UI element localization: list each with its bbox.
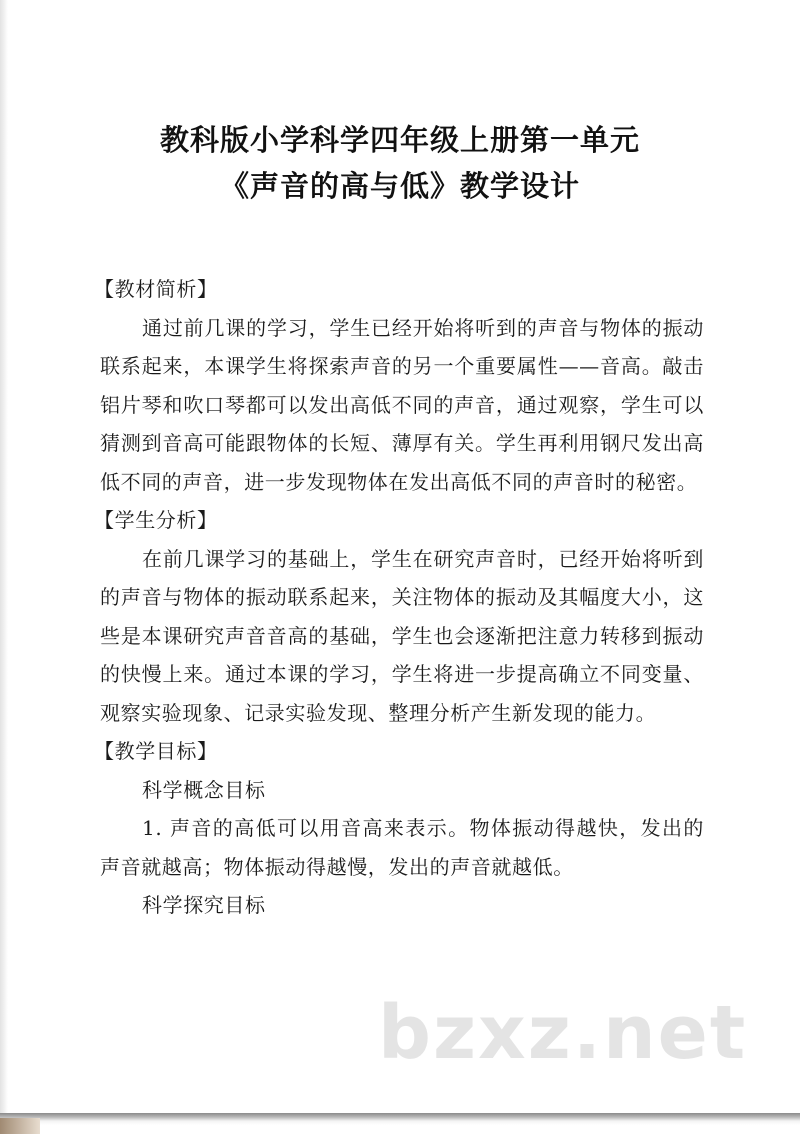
goal-item-1: 1. 声音的高低可以用音高来表示。物体振动得越快，发出的声音就越高；物体振动得越慢，发出的声音就越低。 (100, 816, 704, 879)
watermark: bzxz.net (378, 990, 748, 1076)
document-title-line1: 教科版小学科学四年级上册第一单元 (159, 123, 640, 157)
subheading-science-inquiry-goals: 科学探究目标 (142, 893, 266, 917)
section-heading-textbook-analysis: 【教材简析】 (94, 277, 218, 301)
section-paragraph-student-analysis: 在前几课学习的基础上，学生在研究声音时，已经开始将听到的声音与物体的振动联系起来，关注物体的振动及其幅度大小，这些是本课研究声音音高的基础，学生也会逐渐把注意力转移到振动的快慢上来。通过本课的学习，学生将进一步提高确立不同变量、观察实验现象、记录实验发现、整理分析产生新发现的能力。 (100, 546, 704, 725)
document-title-line2: 《声音的高与低》教学设计 (219, 169, 580, 203)
bottom-edge-shadow (0, 1113, 800, 1134)
section-heading-teaching-goals: 【教学目标】 (94, 739, 218, 763)
section-paragraph-textbook-analysis: 通过前几课的学习，学生已经开始将听到的声音与物体的振动联系起来，本课学生将探索声音的另一个重要属性——音高。敲击铝片琴和吹口琴都可以发出高低不同的声音，通过观察，学生可以猜测到音高可能跟物体的长短、薄厚有关。学生再利用钢尺发出高低不同的声音，进一步发现物体在发出高低不同的声音时的秘密。 (100, 315, 704, 494)
subheading-science-concept-goals: 科学概念目标 (142, 777, 266, 802)
section-heading-student-analysis: 【学生分析】 (94, 508, 218, 532)
bottom-left-texture (0, 1118, 40, 1134)
document-body (94, 270, 704, 925)
